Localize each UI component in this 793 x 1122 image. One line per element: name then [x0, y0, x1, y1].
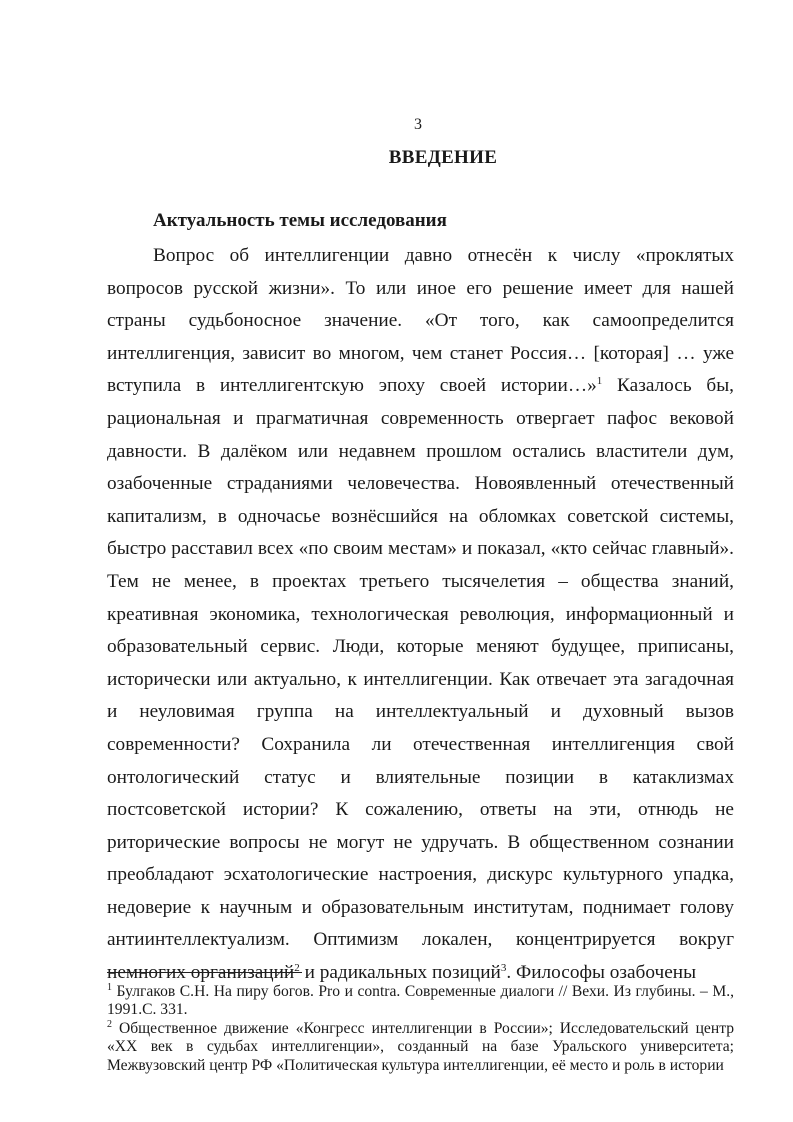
footnote-number: 1 — [107, 982, 112, 993]
footnote — [107, 1020, 734, 1075]
footnote-separator — [107, 972, 302, 973]
body-paragraph — [107, 240, 734, 990]
paragraph-text-part-4: . Философы озабочены — [506, 962, 697, 984]
footnotes — [107, 983, 734, 1075]
paragraph-text-part-2: Казалось бы, рациональная и прагматичная современность отвергает пафос вековой давности. В далёком или недавнем прошлом остались властители дум, озабоченные страданиями человечества. Новоявленный отечественный капитализм, в одночасье вознёсшийся на обломках советской системы, быстро расставил всех «по своим местам» и показал, «кто сейчас главный». Тем не менее, в проектах третьего тысячелетия – общества знаний, креативная экономика, технологическая революция, информационный и образовательный сервис. Люди, которые меняют будущее, приписаны, исторически или актуально, к интеллигенции. Как отвечает эта загадочная и неуловимая группа на интеллектуальный и духовный вызов современности? Сохранила ли отечественная интеллигенция свой онтологический статус и влиятельные позиции в катаклизмах постсоветской истории? К сожалению, ответы на эти, отнюдь не риторические вопросы не могут не удручать. В общественном сознании преобладают эсхатологические настроения, дискурс культурного упадка, недоверие к научным и образовательным институтам, поднимает голову антиинтеллектуализм. Оптимизм локален, концентрируется вокруг немногих организаций — [107, 375, 735, 984]
footnote-ref-1[interactable]: 1 — [596, 375, 603, 388]
footnote — [107, 983, 734, 1020]
footnote-ref-2[interactable]: 2 — [294, 962, 300, 975]
footnote-text: Общественное движение «Конгресс интеллигенции в России»; Исследовательский центр «XX век в судьбах интеллигенции», созданный на базе Уральского университета; Межвузовский центр РФ «Политическая культура интеллигенции, её место и роль в истории — [107, 1019, 734, 1074]
section-title: Актуальность темы исследования — [153, 210, 447, 231]
chapter-heading: ВВЕДЕНИЕ — [388, 147, 498, 168]
paragraph-text-part-1: Вопрос об интеллигенции давно отнесён к числу «проклятых вопросов русской жизни». То или иное его решение имеет для нашей страны судьбоносное значение. «От того, как самоопределится интеллигенция, зависит во многом, чем станет Россия… [которая] … уже вступила в интеллигентскую эпоху своей истории…» — [107, 245, 734, 397]
footnote-text: Булгаков С.Н. На пиру богов. Pro и contra. Современные диалоги // Вехи. Из глубины. – М., 1991.С. 331. — [107, 983, 734, 1019]
page-number: 3 — [414, 116, 422, 133]
footnote-ref-3[interactable]: 3 — [500, 962, 507, 975]
footnote-number: 2 — [107, 1018, 112, 1030]
paragraph-text-part-3: и радикальных позиций — [299, 962, 501, 984]
